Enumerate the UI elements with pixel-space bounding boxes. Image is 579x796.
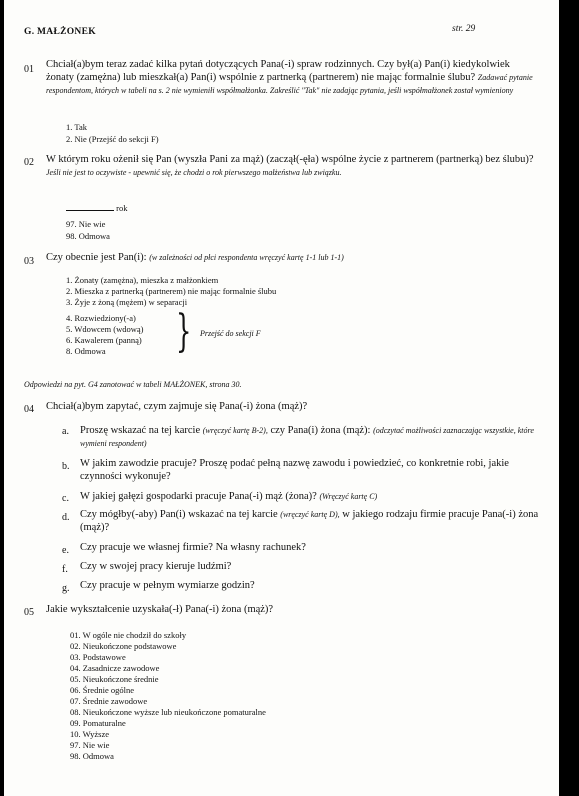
q4f-label: f. — [62, 564, 68, 575]
q1-instruction: Zadawać pytanie respondentom, których w tabeli na s. 2 nie wymieniłi współmałżonka. Zakreślić "Tak" nie zadając pytania, jeśli współmałżonek został wymieniony — [46, 73, 533, 95]
q4c-instruction: (Wręczyć kartę C) — [319, 492, 378, 501]
q3-question — [46, 251, 536, 264]
q4c-label: c. — [62, 493, 69, 504]
q3-number: 03 — [24, 256, 34, 267]
g4-note: Odpowiedzi na pyt. G4 zanotować w tabeli MAŁŻONEK, strona 30. — [24, 380, 242, 389]
q3-option: 4. Rozwiedziony(-a) — [66, 313, 136, 323]
q3-option: 6. Kawalerem (panną) — [66, 335, 142, 345]
q5-option: 05. Nieukończone średnie — [70, 674, 159, 684]
q3-option: 8. Odmowa — [66, 346, 106, 356]
q2-text: W którym roku ożenił się Pan (wyszła Pani za mąż) (zaczął(-ęła) wspólne życie z partnerem (partnerką) bez ślubu)? — [46, 154, 534, 165]
q5-option: 03. Podstawowe — [70, 652, 126, 662]
q1-option: 1. Tak — [66, 122, 87, 132]
q4a-label: a. — [62, 426, 69, 437]
page-number: str. 29 — [452, 24, 476, 34]
q5-number: 05 — [24, 607, 34, 618]
q4-number: 04 — [24, 404, 34, 415]
q4c-text: W jakiej gałęzi gospodarki pracuje Pana(-i) mąż (żona)? — [80, 491, 317, 502]
q5-option: 04. Zasadnicze zawodowe — [70, 663, 160, 673]
q2-year-blank — [66, 202, 114, 211]
q2-year-field — [66, 202, 127, 214]
q4d-rest: w jakiego rodzaju firmie pracuje Pana(-i) żona (mąż)? — [80, 509, 539, 533]
q4a-instruction: (wręczyć kartę B-2), — [202, 426, 268, 435]
q5-option: 08. Nieukończone wyższe lub nieukończone pomaturalne — [70, 707, 266, 717]
q5-option: 10. Wyższe — [70, 729, 109, 739]
q1-question — [46, 58, 536, 97]
questionnaire-page — [4, 0, 559, 796]
q3-brace-note: Przejść do sekcji F — [200, 329, 261, 338]
q2-option: 97. Nie wie — [66, 219, 106, 229]
q4e-text: Czy pracuje we własnej firmie? Na własny rachunek? — [80, 542, 306, 553]
q4d — [80, 508, 540, 534]
q4e-label: e. — [62, 545, 69, 556]
q2-number: 02 — [24, 157, 34, 168]
q4g-text: Czy pracuje w pełnym wymiarze godzin? — [80, 580, 255, 591]
q3-option: 2. Mieszka z partnerką (partnerem) nie mając formalnie ślubu — [66, 286, 277, 296]
q3-text: Czy obecnie jest Pan(i): — [46, 252, 147, 263]
q4a-rest: czy Pana(i) żona (mąż): — [270, 425, 371, 436]
q3-option: 3. Żyje z żoną (mężem) w separacji — [66, 297, 188, 307]
q4d-instruction: (wręczyć kartę D), — [280, 510, 340, 519]
q4a — [80, 424, 540, 450]
q2-year-label: rok — [116, 203, 128, 213]
q4d-text: Czy mógłby(-aby) Pan(i) wskazać na tej karcie — [80, 509, 278, 520]
q2-option: 98. Odmowa — [66, 231, 110, 241]
q5-text: Jakie wykształcenie uzyskała(-ł) Pana(-i) żona (mąż)? — [46, 604, 274, 615]
q4a-instruction2: (odczytać możliwości zaznaczając wszystkie, które wymieni respondent) — [80, 426, 534, 448]
scan-border — [559, 0, 579, 796]
q1-text: Chciał(a)bym teraz zadać kilka pytań dotyczących Pana(-i) spraw rodzinnych. Czy był(a) Pan(i) kiedykolwiek żonaty (zamężna) lub mieszkał(a) Pan(i) wspólnie z partnerką (partnerem) nie mając formalnie ślubu? — [46, 59, 510, 83]
q3-option: 5. Wdowcem (wdową) — [66, 324, 144, 334]
q4d-label: d. — [62, 512, 70, 523]
q5-option: 06. Średnie ogólne — [70, 685, 134, 695]
q2-instruction: Jeśli nie jest to oczywiste - upewnić się, że chodzi o rok pierwszego małżeństwa lub związku. — [46, 168, 342, 177]
q4a-text: Proszę wskazać na tej karcie — [80, 425, 201, 436]
q4f-text: Czy w swojej pracy kieruje ludźmi? — [80, 561, 232, 572]
q5-option: 98. Odmowa — [70, 751, 114, 761]
q5-option: 07. Średnie zawodowe — [70, 696, 148, 706]
q5-option: 09. Pomaturalne — [70, 718, 126, 728]
q4c — [80, 490, 540, 503]
q5-option: 97. Nie wie — [70, 740, 110, 750]
q5-option: 01. W ogóle nie chodził do szkoły — [70, 630, 187, 640]
q4b-label: b. — [62, 461, 70, 472]
section-title: G. MAŁŻONEK — [24, 27, 96, 37]
q3-instruction: (w zależności od płci respondenta wręczyć kartę 1-1 lub 1-1) — [149, 253, 344, 262]
q4g-label: g. — [62, 583, 70, 594]
q2-question — [46, 153, 536, 179]
q1-option: 2. Nie (Przejść do sekcji F) — [66, 134, 159, 144]
q1-number: 01 — [24, 64, 34, 75]
q3-brace: } — [176, 306, 192, 357]
q3-option: 1. Żonaty (zamężna), mieszka z małżonkiem — [66, 275, 219, 285]
q4b-text: W jakim zawodzie pracuje? Proszę podać pełną nazwę zawodu i powiedzieć, co konkretnie robi, jakie czynności wykonuje? — [80, 458, 509, 482]
q5-option: 02. Nieukończone podstawowe — [70, 641, 177, 651]
q4-text: Chciał(a)bym zapytać, czym zajmuje się Pana(-i) żona (mąż)? — [46, 401, 308, 412]
